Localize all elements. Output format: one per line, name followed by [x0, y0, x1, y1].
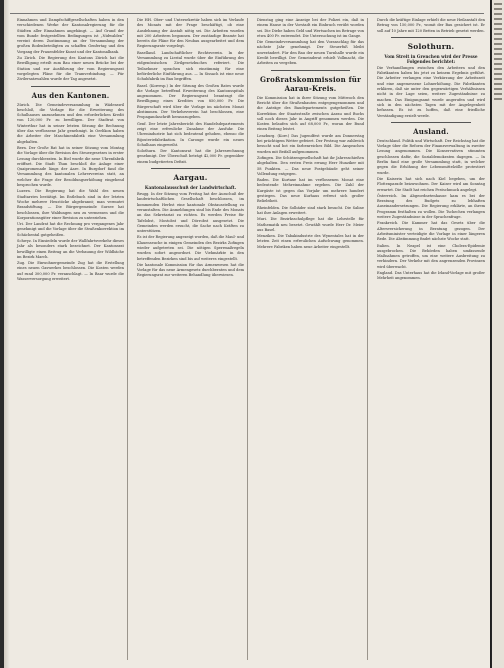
article-paragraph: Muri. Die Bezirksschulpflege hat die Lehrstelle für Mathematik neu besetzt. Gewählt wurde Herr Dr. Meier aus Basel. — [257, 217, 364, 232]
article-paragraph: Die HH. Ober- und Untersekretär haben sich im Verlaufe des Monats mit der Frage beschäftigt, ob eine Ausdehnung der Anstalt nötig sei. Die Arbeiten wurden mit 200 Arbeitern begonnen. Der zuständige Beamte hat bereits die Pläne für den Neubau ausgearbeitet und dem Regierungsrate vorgelegt. — [137, 18, 244, 49]
top-rule — [10, 13, 484, 14]
article-paragraph: Brugg. In der Sitzung vom Freitag hat der Ausschuß der landwirtschaftlichen Gesellschaft beschlossen, im kommenden Herbst eine kantonale Obstausstellung zu veranstalten. Die Anmeldungen sind bis Ende des Monats an das Sekretariat zu richten. Es werden Preise für Tafelobst, Mostobst und Dörrobst ausgesetzt. Die Gemeinden werden ersucht, die Sache nach Kräften zu unterstützen. — [137, 192, 244, 234]
section-heading: Großratskommission für Aarau-Kreis. — [260, 74, 361, 93]
section-rule — [391, 122, 471, 123]
article-paragraph: Die Verhandlungen zwischen den Arbeitern und den Fabrikanten haben bis jetzt zu keinem Ergebnis geführt. Die Arbeiter verlangen eine Verkürzung der Arbeitszeit und eine angemessene Lohnerhöhung. Die Fabrikanten erklären, daß sie unter den gegenwärtigen Verhältnissen nicht in der Lage seien, weitere Zugeständnisse zu machen. Das Einigungsamt wurde angerufen und wird sich in den nächsten Tagen mit der Angelegenheit befassen. Es ist zu hoffen, daß eine friedliche Verständigung erzielt werde. — [377, 65, 485, 118]
column-1 — [14, 18, 128, 660]
article-paragraph: Bern. Der Große Rat hat in seiner Sitzung vom Montag die Vorlage über die Revision des Steuergesetzes in erster Lesung durchberaten. In Biel wurde die neue Uhrenfabrik eröffnet. Die Stadt Thun beschloß die Anlage einer Quaipromenade längs der Aare. In Burgdorf fand die Versammlung des kantonalen Lehrervereins statt, an welcher die Frage der Besoldungserhöhung eingehend besprochen wurde. — [17, 145, 124, 188]
column-2 — [134, 18, 248, 660]
article-paragraph: Italien. In Neapel ist eine Cholera-Epidemie ausgebrochen. Die Behörden haben umfassende Maßnahmen getroffen, um eine weitere Ausbreitung zu verhindern. Der Verkehr mit den angrenzenden Provinzen wird überwacht. — [377, 243, 485, 269]
column-4 — [374, 18, 488, 660]
section-rule — [31, 86, 110, 87]
section-heading: Ausland. — [413, 126, 449, 136]
section-subheading: Vom Streit in Grenchen wird der Presse Folgendes berichtet: — [384, 53, 478, 64]
article-paragraph: Durch die kräftige Einlage erhielt die neue Heilanstalt den Betrag von 150,000 Fr., womit der Bau gesichert ist. Er soll auf 10 Jahre mit 120 Betten in Betrieb gesetzt werden. — [377, 18, 485, 33]
article-paragraph: Es ist der Regierung angezeigt worden, daß die Maul- und Klauenseuche in einigen Gemeinden des Bezirks Zofingen wieder aufgetreten sei. Die nötigen Sperrmaßregeln wurden sofort angeordnet. Die Viehmärkte in den betreffenden Bezirken sind bis auf weiteres eingestellt. — [137, 235, 244, 261]
article-paragraph: Die Kommission hat in ihrer Sitzung vom Mittwoch den Bericht über die Straßenbauten entgegengenommen und die Anträge des Baudepartements gutgeheißen. Die Korrektion der Staatsstraße zwischen Aarau und Buchs soll noch dieses Jahr in Angriff genommen werden. Die Kosten belaufen sich auf 68,000 Fr., woran der Bund einen Beitrag leistet. — [257, 95, 364, 132]
article-paragraph: Schwyz. In Einsiedeln wurde der Wallfahrtsverkehr dieses Jahr als besonders stark bezeichnet. Der Kantonsrat bewilligte einen Beitrag an die Verbauung der Wildbäche im Bezirk March. — [17, 238, 124, 259]
article-paragraph: Frankreich. Die Kammer hat das Gesetz über die Altersversicherung in Beratung gezogen. Der Arbeitsminister verteidigte die Vorlage in einer längeren Rede. Die Abstimmung findet nächste Woche statt. — [377, 221, 485, 242]
article-paragraph: Genf. Der letzte Jahresbericht des Handelsdepartements zeigt eine erfreuliche Zunahme der Ausfuhr. Die Uhrenindustrie hat sich bedeutend gehoben, ebenso die Bijouteriefabrikation. In Carouge wurde ein neues Schulhaus eingeweiht. — [137, 121, 244, 147]
article-paragraph: Einnahmen und Dampfschiffgesellschaften haben in den verschiedenen Werke der Kantonalregierung für die Städten aller Einnahmen angehängt. — Auf Grund der vom Bunde festgestellten Bedingungen ist „Nidwalden“ vereint deren Zustimmung an der Versammlung der großen Bodenbeteiligten zu schaffen Genfertag und den Vorgang der Frauenfelder Kunst und der Kantonalbank. — [17, 18, 124, 54]
article-paragraph: Baden. Die Kurtaxe hat im verflossenen Monat eine bedeutende Mehreinnahme ergeben. Die Zahl der Kurgäste ist gegen das Vorjahr um mehrere hundert gestiegen. Das neue Kurhaus erfreut sich großer Beliebtheit. — [257, 178, 364, 204]
section-subheading: Kantonalausschuß der Landwirtschaft. — [144, 185, 237, 191]
article-paragraph: Zürich. Die Gemeindeversammlung in Wädenswil beschloß, die Vorlage für die Erweiterung des Schulhauses anzunehmen und den erforderlichen Kredit von 120,000 Fr. zu bewilligen. Der Stadtrat von Winterthur hat in seiner letzten Sitzung die Rechnung über das verflossene Jahr genehmigt. In Oerlikon haben die Arbeiter der Maschinenfabrik eine Versammlung abgehalten. — [17, 102, 124, 144]
section-rule — [271, 70, 350, 71]
article-paragraph: Dienstag ging eine Anzeige bei der Polizei ein, daß in einem Hause in der Vorstadt ein Einbruch verübt worden sei. Die Diebe haben Geld und Wertsachen im Betrage von etwa 400 Fr. entwendet. Die Untersuchung ist im Gange. — [257, 18, 364, 38]
article-paragraph: Solothurn. Der Kantonsrat hat die Jahresrechnung genehmigt. Der Überschuß beträgt 42,000 Fr. gegenüber einem budgetierten Defizit. — [137, 149, 244, 164]
article-paragraph: England. Das Unterhaus hat die Irland-Vorlage mit großer Mehrheit angenommen. — [377, 270, 485, 281]
adjacent-page-edge — [492, 0, 504, 668]
article-paragraph: Luzern. Die Regierung hat die Wahl des neuen Stadtarztes bestätigt. Im Entlebuch sind in der letzten Woche mehrere Heustöcke abgebrannt; man vermutet Brandstiftung. — Die Bürgergemeinde Sursee hat beschlossen, ihre Waldungen neu zu vermessen und die Korporationsgüter einer Revision zu unterziehen. — [17, 189, 124, 220]
article-paragraph: Österreich. Im Abgeordnetenhause kam es bei der Beratung des Budgets zu lebhaften Auseinandersetzungen. Die Regierung erklärte, an ihrem Programm festhalten zu wollen. Die Tschechen verlangen weitere Zugeständnisse in der Sprachenfrage. — [377, 193, 485, 220]
article-paragraph: Basel. (Korresp.) In der Sitzung des Großen Rates wurde die Vorlage betreffend Erweiterung des Kantonsspitals angenommen. Der Regierungsrat beantragt die Bewilligung eines Kredites von 850,000 Fr. Die Bürgerschaft wird über die Vorlage im nächsten Monat abstimmen. Der Verkehrsverein hat beschlossen, eine Propagandaschrift herauszugeben. — [137, 83, 244, 120]
article-paragraph: Zofingen. Die Schützengesellschaft hat ihr Jahresschießen abgehalten. Den ersten Preis errang Herr Hunziker mit 58 Punkten. — Das neue Postgebäude geht seiner Vollendung entgegen. — [257, 155, 364, 176]
article-paragraph: Rheinfelden. Die Solbäder sind stark besucht. Die Saline hat ihre Anlagen erweitert. — [257, 205, 364, 215]
article-paragraph: Uri. Der Landrat hat die Rechnung pro vergangenes Jahr genehmigt und die Vorlage über die Straßenkorrektion im Schächental gutgeheißen. — [17, 222, 124, 237]
article-paragraph: Menziken. Die Tabakindustrie des Wynentales hat in der letzten Zeit einen erfreulichen Aufschwung genommen. Mehrere Fabriken haben neue Arbeiter eingestellt. — [257, 234, 364, 249]
article-paragraph: Lenzburg. (Korr.) Das Jugendfest wurde am Donnerstag bei prächtigem Wetter gefeiert. Der Festzug war zahlreich besucht und bot ein farbenreiches Bild. Die Ansprachen wurden mit Beifall aufgenommen. — [257, 133, 364, 154]
article-paragraph: Die kantonale Kommission für das Armenwesen hat die Vorlage für das neue Armengesetz durchberaten und dem Regierungsrat zur weiteren Behandlung überwiesen. — [137, 262, 244, 278]
article-paragraph: Die Gemeindeversammlung hat den Voranschlag für das nächste Jahr genehmigt. Der Steuerfuß bleibt unverändert. Für den Bau der neuen Turnhalle wurde ein Kredit bewilligt. Der Gemeinderat erhielt Vollmacht, die Arbeiten zu vergeben. — [257, 40, 364, 66]
article-paragraph: Die Kaiserin hat sich nach Kiel begeben, um der Flottenparade beizuwohnen. Der Kaiser wird am Sonntag erwartet. Die Stadt hat reichen Festschmuck angelegt. — [377, 176, 485, 192]
section-heading: Solothurn. — [407, 41, 455, 51]
newspaper-page — [4, 0, 490, 668]
section-rule — [391, 37, 471, 38]
section-heading: Aargau. — [173, 173, 208, 183]
column-3 — [254, 18, 368, 660]
article-paragraph: Baselland. Landschaftlicher Rechtsverein. In der Versammlung zu Liestal wurde über die Einführung des eidgenössischen Zivilgesetzbuches referiert. Die Teilnehmer sprachen sich einstimmig für eine beförderliche Einführung aus. — In Sissach ist eine neue Schuhfabrik im Bau begriffen. — [137, 50, 244, 82]
article-paragraph: Zug. Die Einwohnergemeinde Zug hat die Erstellung eines neuen Gaswerkes beschlossen. Die Kosten werden auf rund 300,000 Fr. veranschlagt. — In Baar wurde die Wasserversorgung erweitert. — [17, 261, 124, 282]
section-rule — [151, 168, 230, 169]
article-paragraph: Deutschland. Politik und Wirtschaft. Der Reichstag hat die Vorlage über die Reform der Finanzverwaltung in zweiter Lesung angenommen. Die Konservativen stimmten geschlossen dafür, die Sozialdemokraten dagegen. — In Berlin fand eine große Versammlung statt, in welcher gegen die Erhöhung der Lebensmittelzölle protestiert wurde. — [377, 138, 485, 175]
article-paragraph: Zu Zirich. Die Regierung des Kantons Zürich hat die Bewilligung erteilt zum Bau einer neuen Brücke bei der Station und zur Ausführung der vom Regierungsrat vorgelegten Pläne für die Tramverbindung. — Für Zivilersatzwahlen wurde der Tag angesetzt. — [17, 56, 124, 82]
section-heading: Aus den Kantonen. — [31, 90, 110, 100]
columns-container — [14, 18, 484, 660]
